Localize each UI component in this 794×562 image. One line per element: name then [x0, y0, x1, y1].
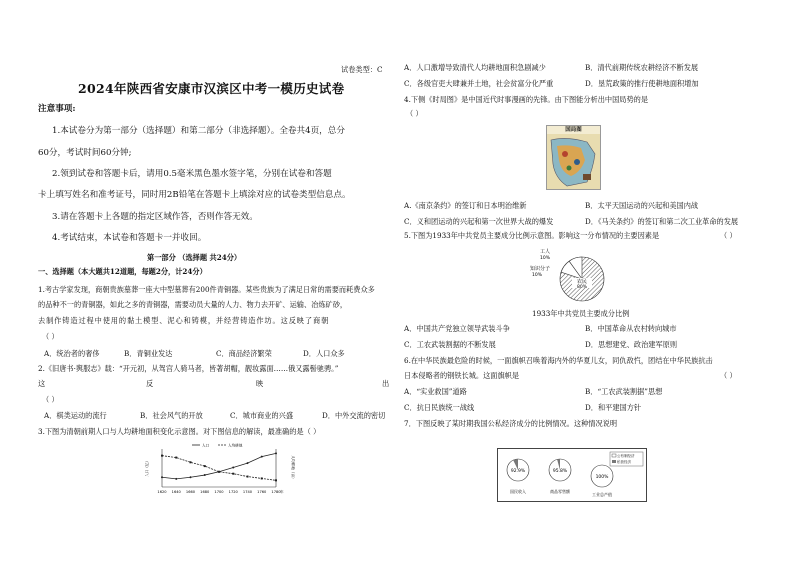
q2-line-1: 2.《旧唐书·舆服志》载：“开元初，从驾宫人骑马者，皆著胡帽，靓妆露面……俄又露髻驰骋。” [38, 364, 339, 373]
q5-caption: 1933年中共党员主要成分比例 [532, 309, 630, 318]
q5-option-d: D．思想建党、政治建军原则 [585, 340, 678, 349]
q4-option-a: A.《南京条约》的签订和日本明治维新 [404, 201, 527, 210]
y-axis-label-right: 人均耕地（亩） [291, 455, 295, 481]
q6-line-1: 6.在中华民族最危险的时候，一面旗帜召唤着海内外的华夏儿女，同仇敌忾，团结在中华民族抗击 [404, 356, 713, 365]
q1-option-c: C．商品经济繁荣 [216, 349, 272, 358]
series-farmland-point [232, 473, 234, 475]
q3-text: 3.下图为清朝前期人口与人均耕地面积变化示意图。对下图信息的解读，最准确的是（ ） [38, 427, 321, 436]
q2-option-b: B．社会风气的开放 [140, 411, 203, 420]
q5-option-b: B．中国革命从农村转向城市 [585, 324, 677, 333]
q2-option-c: C．城市商业的兴盛 [230, 411, 294, 420]
notice-line-2: 60分，考试时间60分钟; [38, 148, 132, 158]
economy-ratio-figure [497, 448, 647, 502]
pie-value-farmers: 80% [576, 285, 588, 290]
q1-line-1: 1.考古学家发现，商朝贵族墓葬一座大中型墓葬有200件青铜器。某些贵族为了满足日常的需要而耗费众多 [38, 285, 375, 294]
q3-option-b: B．清代前期传统农耕经济不断发展 [585, 63, 699, 72]
legend-private: 私营经济 [617, 460, 631, 464]
x-tick-label: 1620 [157, 490, 167, 494]
series-population-line [162, 453, 276, 479]
series-farmland-point [204, 465, 206, 467]
cartoon-title: 国局图 [547, 126, 600, 134]
x-tick-label: 1740 [242, 490, 253, 494]
q6-option-b: B．“工农武装割据”思想 [585, 387, 663, 396]
series-farmland-point [218, 471, 220, 473]
pie-label-intellectuals: 知识分子 [530, 266, 551, 272]
x-tick-label: 1660 [185, 490, 196, 494]
q6-paren: （ ） [720, 371, 737, 380]
q7-text: 7．下图反映了某时期我国公私经济成分的比例情况。这种情况说明 [404, 419, 618, 428]
label-retail-sales: 商品零售额 [550, 489, 570, 494]
section-heading: 一、选择题（本大题共12道题，每题2分，计24分） [38, 267, 207, 276]
q2-word-1: 这 [38, 379, 46, 388]
q6-line-2: 日本侵略者的钢铁长城。这面旗帜是 [404, 371, 520, 380]
q1-line-3: 去制作铸造过程中使用的黏土模型、泥心和铸模，并经营铸造作坊。这反映了商朝 [38, 316, 330, 325]
legend-farmland: 人均耕地 [228, 443, 243, 448]
q3-option-d: D．垦荒政策的推行使耕地面积增加 [585, 79, 699, 88]
exam-type: 试卷类型：C [341, 65, 383, 74]
q2-word-4: 出 [382, 379, 390, 388]
x-tick-label: 1720 [228, 490, 238, 494]
q4-paren: （ ） [406, 109, 423, 118]
q5-text: 5.下图为1933年中共党员主要成分比例示意图。影响这一分布情况的主要因素是 [404, 231, 660, 240]
page-title: 2024年陕西省安康市汉滨区中考一模历史试卷 [78, 81, 345, 96]
x-tick-label: 1760 [257, 490, 267, 494]
q5-option-a: A．中国共产党独立领导武装斗争 [404, 324, 510, 333]
value-industrial-output: 100% [595, 475, 609, 480]
series-population-point [190, 476, 192, 478]
q4-option-d: D．《马关条约》的签订和第二次工业革命的发展 [585, 217, 739, 226]
y-axis-label-left: 人口（亿） [145, 459, 149, 477]
legend-public: 公有制经济 [617, 454, 635, 458]
x-tick-label: 1640 [171, 490, 181, 494]
q1-option-b: B．青铜业发达 [124, 349, 173, 358]
q2-word-3: 映 [256, 379, 264, 388]
q2-paren: （ ） [42, 395, 59, 404]
q4-option-b: B．太平天国运动的兴起和美国内战 [585, 201, 699, 210]
q3-option-c: C．各级官吏大肆兼并土地，社会贫富分化严重 [404, 79, 554, 88]
legend-public-swatch [612, 454, 616, 457]
q1-line-2: 的品种不一的青铜器，如此之多的青铜器，需要动员大量的人力、物力去开矿、运输、冶炼矿砂， [38, 300, 348, 309]
pie-value-intellectuals: 10% [532, 273, 543, 278]
notice-line-5: 3.请在答题卡上各题的指定区域作答，否则作答无效。 [52, 212, 258, 222]
pie-label-workers: 工人 [540, 249, 551, 255]
notice-line-1: 1.本试卷分为第一部分（选择题）和第二部分（非选择题）。全卷共4页，总分 [52, 126, 345, 136]
x-tick-label: 1680 [200, 490, 210, 494]
label-national-income: 国民收入 [510, 489, 526, 494]
series-farmland-point [190, 461, 192, 463]
q3-option-a: A．人口激增导致清代人均耕地面积急剧减少 [404, 63, 546, 72]
notice-line-4: 卡上填写姓名和准考证号，同时用2B铅笔在答题卡上填涂对应的试卷类型信息点。 [38, 190, 351, 200]
pie-value-workers: 10% [540, 256, 551, 261]
q1-option-d: D．人口众多 [303, 349, 345, 358]
map-illustration-icon [547, 134, 600, 189]
notice-heading: 注意事项: [38, 104, 76, 114]
series-population-point [175, 478, 177, 480]
q1-option-a: A．统治者的奢侈 [44, 349, 100, 358]
q6-option-a: A．“实业救国”道路 [404, 387, 467, 396]
q1-paren: （ ） [42, 332, 59, 341]
pie-label-farmers: 农民 [576, 279, 588, 285]
series-population-point [247, 462, 249, 464]
party-composition-pie [530, 245, 610, 305]
label-industrial-output: 工业总产值 [592, 492, 612, 497]
x-tick-label: 1700 [214, 490, 224, 494]
series-farmland-point [261, 477, 263, 479]
x-axis-label: 年 [280, 490, 284, 494]
part1-heading: 第一部分 （选择题 共24分） [147, 253, 242, 262]
q6-option-c: C．抗日民族统一战线 [404, 403, 475, 412]
series-population-point [161, 476, 163, 478]
population-chart [140, 441, 300, 499]
notice-line-3: 2.领到试卷和答题卡后，请用0.5毫米黑色墨水签字笔，分别在试卷和答题 [52, 169, 332, 179]
series-farmland-line [162, 456, 276, 481]
x-tick-label: 1780 [271, 490, 281, 494]
legend-population: 人口 [202, 443, 210, 448]
value-national-income: 92.9% [510, 469, 526, 474]
q2-word-2: 反 [146, 379, 154, 388]
value-retail-sales: 95.8% [552, 469, 568, 474]
q5-option-c: C．工农武装割据的不断发展 [404, 340, 496, 349]
q2-option-d: D．中外交流的密切 [322, 411, 386, 420]
q4-text: 4.下侧《时局图》是中国近代时事漫画的先锋。由下图能分析出中国局势的是 [404, 95, 649, 104]
q4-option-c: C．义和团运动的兴起和第一次世界大战的爆发 [404, 217, 554, 226]
q2-option-a: A．棋类运动的流行 [44, 411, 107, 420]
q5-paren: （ ） [720, 231, 737, 240]
series-population-point [275, 452, 277, 454]
series-population-point [204, 474, 206, 476]
series-farmland-point [247, 476, 249, 478]
series-population-point [261, 456, 263, 458]
notice-line-6: 4.考试结束，本试卷和答题卡一并收回。 [52, 233, 207, 243]
legend-private-swatch [612, 460, 616, 463]
series-farmland-point [175, 457, 177, 459]
series-farmland-point [161, 455, 163, 457]
series-farmland-point [275, 479, 277, 481]
political-cartoon-image [546, 125, 601, 190]
q6-option-d: D．和平建国方针 [585, 403, 642, 412]
series-population-point [232, 466, 234, 468]
